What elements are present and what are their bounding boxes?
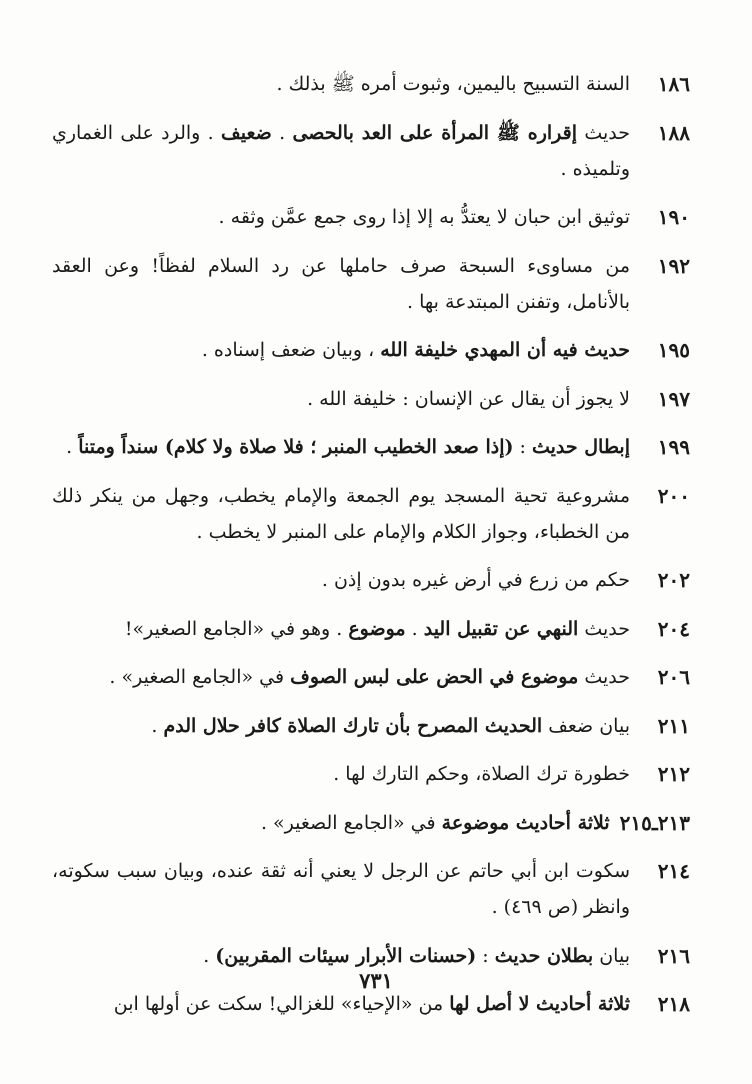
entry-text-bold: ضعيف — [221, 121, 272, 144]
entry-text-run: . — [405, 617, 424, 640]
entry-page-number: ١٨٦ — [657, 72, 690, 96]
entry-text-run: . — [66, 436, 79, 458]
entry-text-run: . وهو في «الجامع الصغير»! — [124, 617, 349, 640]
entry-text — [52, 429, 634, 465]
entry-text-bold: حديث فيه أن المهدي خليفة الله — [380, 339, 630, 361]
entry-page-number: ٢٠٢ — [657, 568, 690, 592]
entry-page-number: ٢١٦ — [657, 943, 690, 968]
entry-text — [52, 199, 634, 235]
entry-text-bold: النهي عن تقبيل اليد — [423, 617, 579, 640]
entry-text-run: لا يجوز أن يقال عن الإنسان : خليفة الله . — [307, 387, 630, 410]
entry-page-number: ٢١٢ — [657, 762, 690, 786]
entry-text-run: حديث — [577, 121, 631, 144]
index-entry — [52, 853, 690, 925]
entry-page-number: ٢١١ — [657, 713, 690, 738]
entry-page-number: ١٩٧ — [657, 386, 690, 411]
index-entry — [52, 381, 690, 417]
index-entry — [52, 66, 690, 102]
entry-text — [52, 115, 634, 187]
entry-text — [52, 611, 634, 647]
entry-page-number: ٢١٤ — [657, 859, 690, 883]
entry-text — [52, 381, 634, 417]
page-number: ٧٣١ — [359, 968, 393, 993]
entry-text-run: من مساوىء السبحة صرف حاملها عن رد السلام لفظاً! وعن العقد بالأنامل، وتفنن المبتدعة بها . — [52, 254, 630, 313]
index-entry — [52, 115, 690, 187]
entry-text-bold: موضوع — [348, 617, 406, 640]
index-entry — [52, 708, 690, 744]
index-entry — [52, 478, 690, 550]
index-entry — [52, 429, 690, 465]
entry-text — [52, 659, 634, 695]
index-entry — [52, 659, 690, 695]
entry-text-run: . — [203, 944, 216, 967]
entry-text — [52, 805, 614, 841]
entry-page-number: ١٩٥ — [657, 338, 690, 362]
index-entry — [52, 562, 690, 598]
entry-text-run: في «الجامع الصغير» . — [109, 666, 291, 688]
entry-text — [52, 853, 634, 925]
entry-page-number: ١٨٨ — [657, 120, 690, 145]
entry-text-run: بيان — [593, 944, 630, 967]
index-entries — [52, 66, 690, 1035]
entry-text — [52, 248, 634, 320]
index-entry — [52, 611, 690, 647]
entry-text-bold: (إذا صعد الخطيب المنبر ؛ فلا صلاة ولا كلام) سنداً ومتناً — [78, 436, 514, 458]
index-entry — [52, 332, 690, 368]
entry-page-number: ٢٠٦ — [657, 665, 690, 689]
entry-text-bold: الحديث المصرح بأن تارك الصلاة كافر حلال الدم — [163, 714, 543, 737]
entry-page-number: ٢٠٤ — [657, 616, 690, 641]
entry-text-run: حديث — [578, 666, 630, 688]
entry-text-run: . — [151, 714, 164, 737]
entry-page-number: ٢١٣ـ٢١٥ — [619, 810, 690, 835]
entry-text-run: حكم من زرع في أرض غيره بدون إذن . — [321, 569, 630, 591]
entry-page-number: ١٩٩ — [657, 435, 690, 459]
entry-text-run: خطورة ترك الصلاة، وحكم التارك لها . — [333, 763, 630, 785]
entry-page-number: ١٩٠ — [657, 205, 690, 229]
entry-text-run: . — [271, 121, 293, 144]
entry-text-run: : — [513, 436, 532, 458]
index-entry — [52, 805, 690, 841]
entry-text-run: : — [476, 944, 495, 967]
entry-text — [52, 332, 634, 368]
entry-text-bold: ثلاثة أحاديث موضوعة — [441, 811, 610, 834]
entry-text-bold: إقراره ﷺ المرأة على العد بالحصى — [292, 121, 578, 144]
entry-text-bold: إبطال حديث — [531, 436, 630, 458]
entry-text-bold: ثلاثة أحاديث لا أصل لها — [449, 993, 630, 1015]
entry-text — [52, 66, 634, 102]
index-entry — [52, 199, 690, 235]
entry-page-number: ١٩٢ — [657, 253, 690, 278]
entry-text-run: . والرد على الغماري وتلميذه . — [52, 121, 630, 180]
entry-text-run: ، وبيان ضعف إسناده . — [201, 339, 381, 361]
index-entry — [52, 248, 690, 320]
entry-text-bold: (حسنات الأبرار سيئات المقربين) — [215, 944, 477, 967]
entry-text-run: توثيق ابن حبان لا يعتدُّ به إلا إذا روى جمع عمَّن وثقه . — [218, 206, 630, 228]
entry-page-number: ٢٠٠ — [657, 483, 690, 508]
entry-text-bold: بطلان حديث — [494, 944, 594, 967]
entry-text — [52, 478, 634, 550]
entry-text-run: السنة التسبيح باليمين، وثبوت أمره ﷺ بذلك . — [276, 73, 630, 95]
entry-page-number: ٢١٨ — [657, 992, 690, 1016]
entry-text-run: بيان ضعف — [542, 714, 630, 737]
entry-text — [52, 708, 634, 744]
entry-text — [52, 562, 634, 598]
entry-text-bold: موضوع في الحض على لبس الصوف — [290, 666, 579, 688]
entry-text-run: حديث — [578, 617, 630, 640]
entry-text-run: من «الإحياء» للغزالي! سكت عن أولها ابن — [113, 993, 450, 1015]
entry-text-run: سكوت ابن أبي حاتم عن الرجل لا يعني أنه ثقة عنده، وبيان سبب سكوته، وانظر (ص ٤٦٩) . — [52, 860, 630, 918]
index-entry — [52, 756, 690, 792]
entry-text-run: في «الجامع الصغير» . — [260, 811, 442, 834]
entry-text-run: مشروعية تحية المسجد يوم الجمعة والإمام يخطب، وجهل من ينكر ذلك من الخطباء، وجواز الكلام والإمام على المنبر لا يخطب . — [52, 484, 630, 543]
entry-text — [52, 756, 634, 792]
